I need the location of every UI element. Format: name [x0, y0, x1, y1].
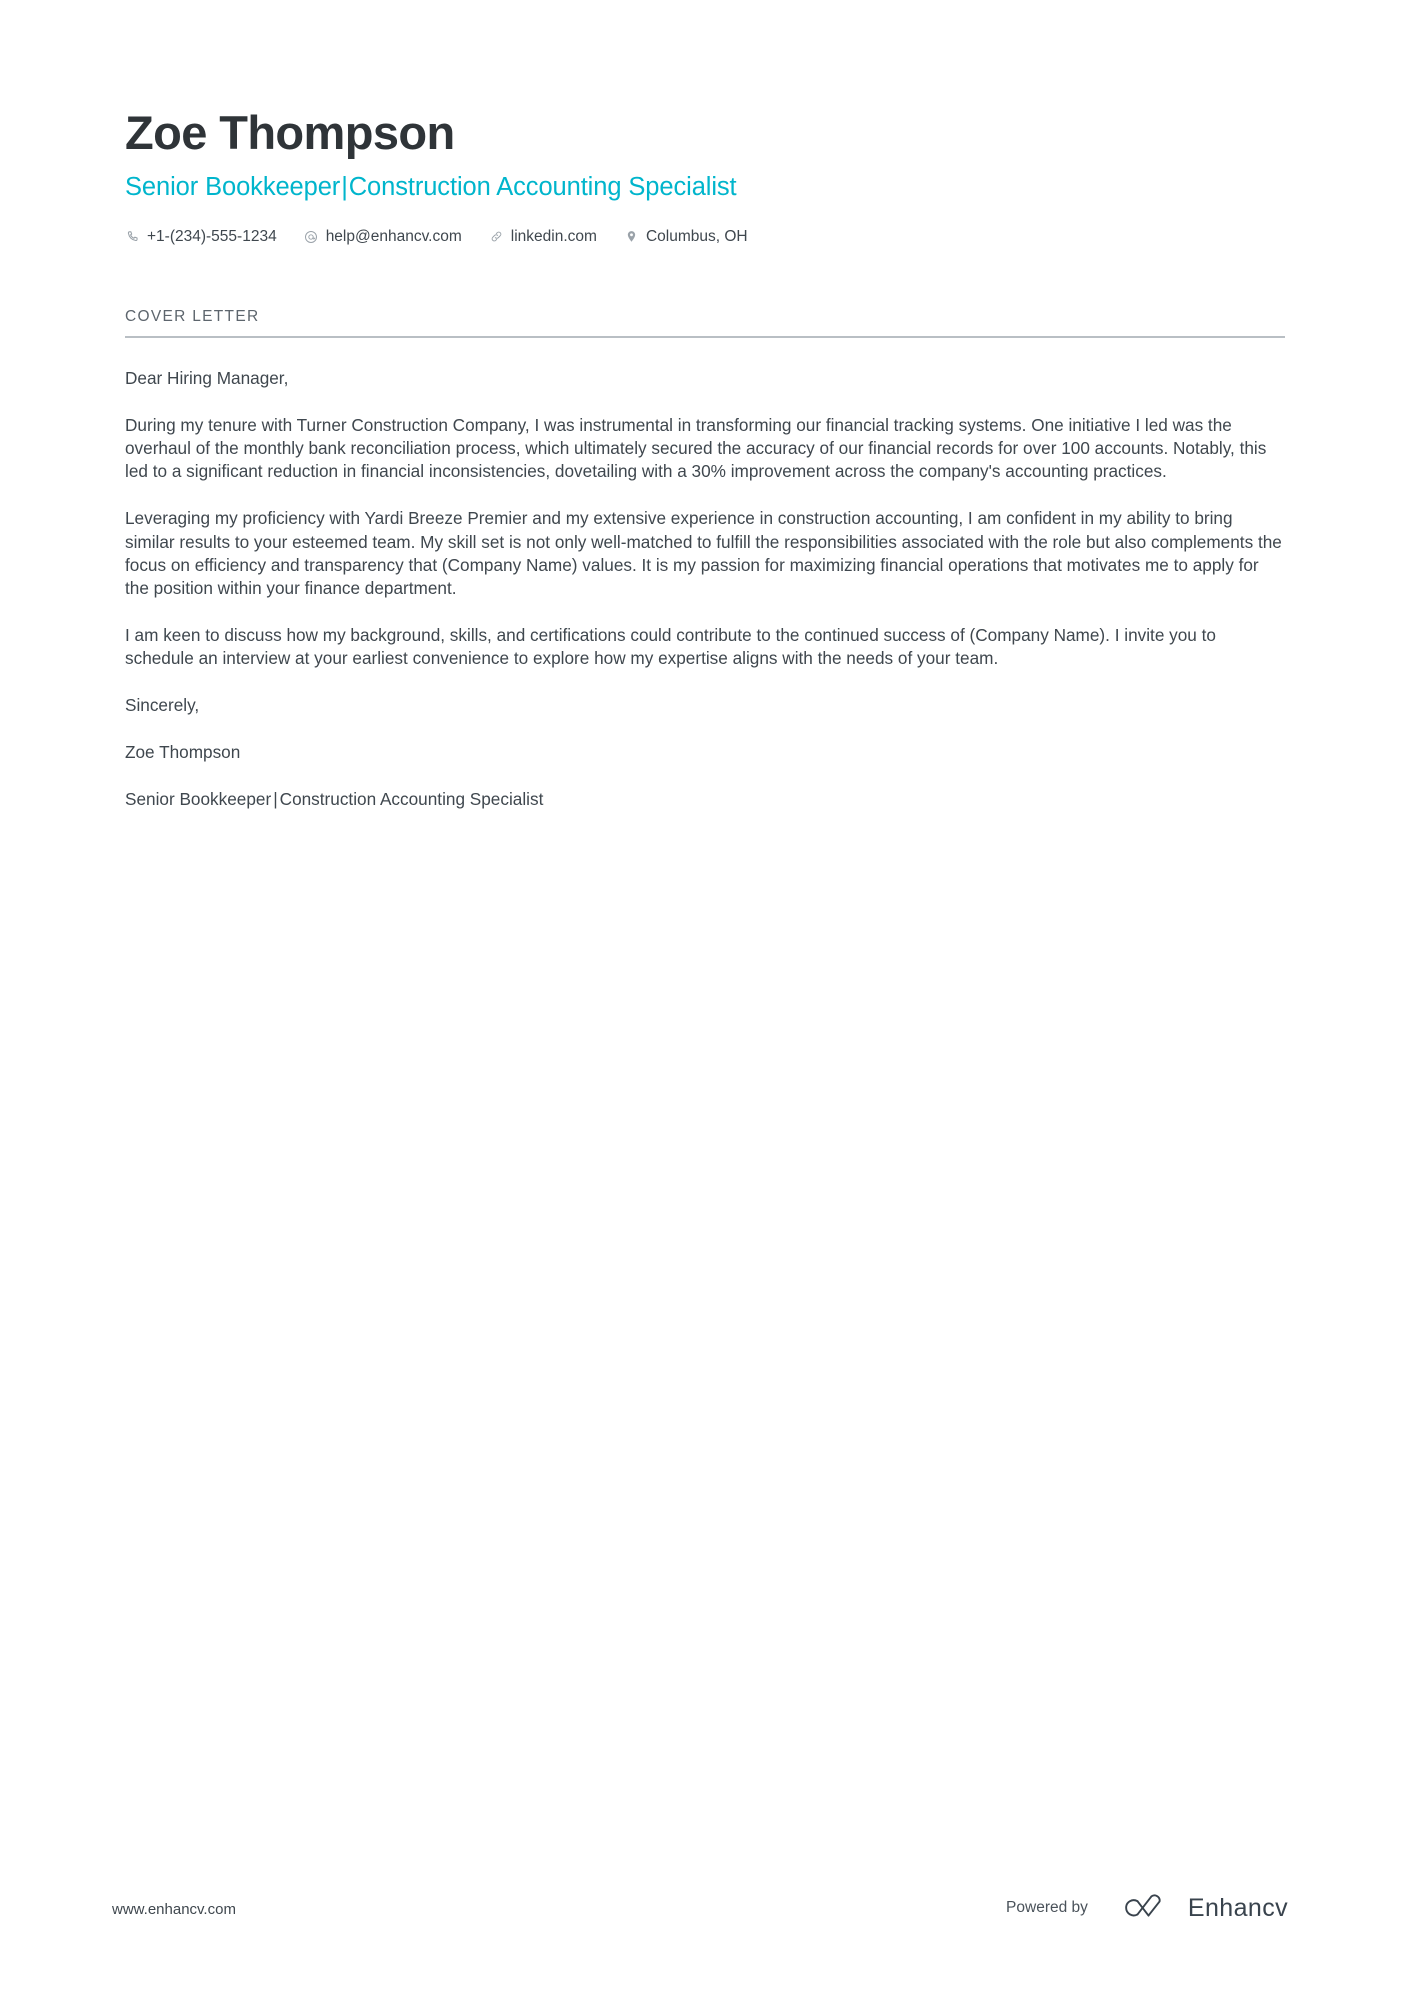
signature-title	[125, 788, 1285, 811]
job-title-separator: |	[341, 173, 348, 202]
contact-location[interactable]	[624, 228, 748, 246]
enhancv-logo-icon	[1117, 1893, 1175, 1923]
job-title	[125, 172, 1285, 203]
contact-location-label: Columbus, OH	[645, 227, 748, 245]
salutation: Dear Hiring Manager,	[125, 367, 289, 388]
cover-letter-section	[125, 308, 1285, 812]
powered-by-block	[1006, 1893, 1288, 1923]
contact-phone-label: +1-(234)-555-1234	[147, 227, 277, 245]
signature-title-primary: Senior Bookkeeper	[125, 789, 272, 810]
document-content	[125, 0, 1285, 812]
contact-phone[interactable]	[125, 228, 277, 246]
section-heading: COVER LETTER	[125, 308, 1285, 338]
contact-email-label: help@enhancv.com	[325, 227, 462, 245]
signature-name: Zoe Thompson	[125, 742, 241, 763]
enhancv-brand-name: Enhancv	[1187, 1893, 1288, 1922]
letter-paragraph-3: I am keen to discuss how my background, skills, and certifications could contribute to the continued success of (Company Name). I invite you to schedule an interview at your earliest convenience to explore how my expertise aligns with the needs of your team.	[125, 624, 1216, 669]
closing: Sincerely,	[125, 695, 200, 716]
location-pin-icon	[624, 229, 639, 244]
footer-website-link[interactable]: www.enhancv.com	[112, 1901, 236, 1918]
letter-paragraph-2: Leveraging my proficiency with Yardi Breeze Premier and my extensive experience in construction accounting, I am confident in my ability to bring similar results to your esteemed team. My skill set is not only well-matched to fulfill the responsibilities associated with the role but also complements the focus on efficiency and transparency that (Company Name) values. It is my passion for maximizing financial operations that motivates me to apply for the position within your finance department.	[125, 508, 1282, 598]
signature-title-secondary: Construction Accounting Specialist	[279, 789, 544, 810]
email-icon	[304, 229, 319, 244]
document-header	[125, 0, 1285, 246]
document-footer	[0, 1845, 1410, 1995]
letter-body	[125, 367, 1285, 812]
page-title: Zoe Thompson	[125, 106, 455, 159]
contact-email[interactable]	[304, 228, 462, 246]
link-icon	[489, 229, 504, 244]
contact-link-label: linkedin.com	[510, 227, 597, 245]
contact-link[interactable]	[489, 228, 597, 246]
phone-icon	[125, 229, 140, 244]
letter-paragraph-1: During my tenure with Turner Construction Company, I was instrumental in transforming our financial tracking systems. One initiative I led was the overhaul of the monthly bank reconciliation process, which ultimately secured the accuracy of our financial records for over 100 accounts. Notably, this led to a significant reduction in financial inconsistencies, dovetailing with a 30% improvement across the company's accounting practices.	[125, 415, 1267, 482]
job-title-primary: Senior Bookkeeper	[125, 173, 341, 202]
signature-title-separator: |	[273, 789, 278, 810]
powered-by-label: Powered by	[1006, 1899, 1088, 1916]
job-title-secondary: Construction Accounting Specialist	[348, 173, 737, 202]
contact-row	[125, 228, 1285, 246]
